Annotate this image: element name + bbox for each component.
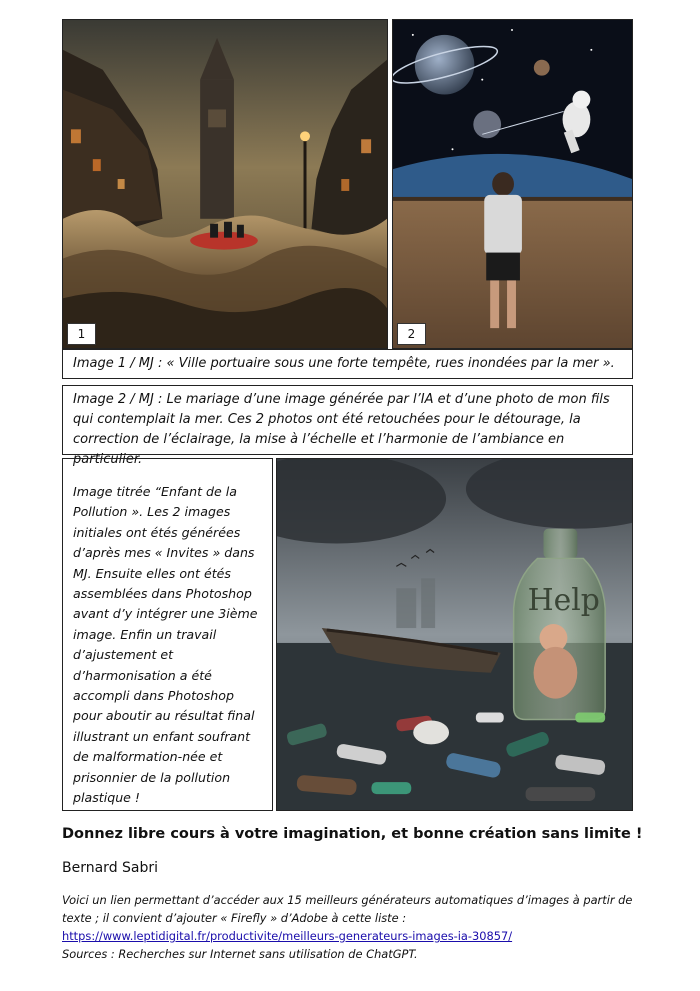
boy-space-illustration [393,20,632,348]
caption-image-3-box [62,458,273,811]
image-1-number-label: 1 [67,323,96,345]
image-1-flooded-city [62,19,388,349]
author-name: Bernard Sabri [62,860,159,876]
caption-image-1-text: Image 1 / MJ : « Ville portuaire sous une forte tempête, rues inondées par la mer ». [73,356,615,371]
caption-image-2 [62,385,633,467]
caption-image-2-text: Image 2 / MJ : Le mariage d’une image générée par l’IA et d’une photo de mon fils qui contemplait la mer. Ces 2 photos ont été retouchées pour le détourage, la correction de l’éclairage, la mise à l’échelle et l’harmonie de l’ambiance en particulier. [73,392,610,467]
image-2-boy-space [392,19,633,349]
footer-notes [62,891,647,963]
flooded-city-illustration [63,20,387,348]
image-2-number-label: 2 [397,323,426,345]
generators-link[interactable]: https://www.leptidigital.fr/productivite/meilleurs-generateurs-images-ia-30857/ [62,929,513,943]
footer-intro-text: Voici un lien permettant d’accéder aux 15 meilleurs générateurs automatiques d’images à partir de texte ; il convient d’ajouter « Firefly » d’Adobe à cette liste : [62,893,633,925]
caption-image-1 [62,349,633,379]
bottle-help-text: Help [527,583,600,619]
footer-sources: Sources : Recherches sur Internet sans utilisation de ChatGPT. [62,947,418,961]
child-pollution-illustration [277,459,632,810]
caption-image-3-text: Image titrée “Enfant de la Pollution ». Les 2 images initiales ont étés générées d’après mes « Invites » dans MJ. Ensuite elles ont étés assemblées dans Photoshop avant d’y intégrer une 3ième image. Enfin un travail d’ajustement et d’harmonisation a été accompli dans Photoshop pour aboutir au résultat final illustrant un enfant soufrant de malformation-née et prisonnier de la pollution plastique ! [73,484,258,806]
image-3-child-of-pollution [276,458,633,811]
closing-message: Donnez libre cours à votre imagination, et bonne création sans limite ! [62,826,643,842]
